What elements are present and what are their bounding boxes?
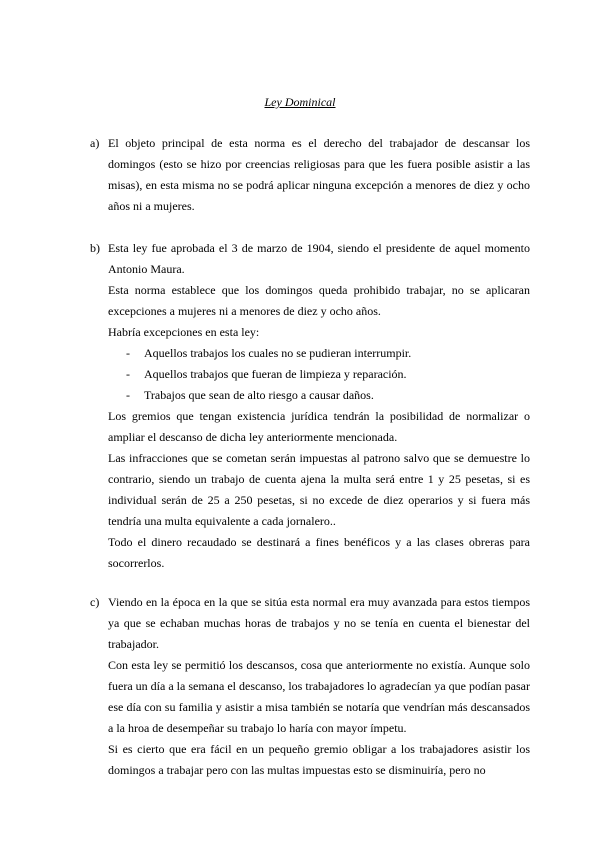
exceptions-list xyxy=(108,343,530,406)
section-b-paragraph-4: Los gremios que tengan existencia jurídica tendrán la posibilidad de normalizar o ampliar el descanso de dicha ley anteriormente mencionada. xyxy=(108,409,530,444)
section-c-paragraph-1: Viendo en la época en la que se sitúa esta normal era muy avanzada para estos tiempos ya que se echaban muchas horas de trabajos y no se tenía en cuenta el bienestar del trabajador. xyxy=(108,595,530,651)
dash-bullet: - xyxy=(126,388,130,402)
list-item xyxy=(108,343,530,364)
section-a xyxy=(90,133,530,217)
section-b-paragraph-2: Esta norma establece que los domingos queda prohibido trabajar, no se aplicaran excepciones a mujeres ni a menores de diez y ocho años. xyxy=(108,283,530,318)
document-title: Ley Dominical xyxy=(264,95,336,109)
section-b-paragraph-3: Habría excepciones en esta ley: xyxy=(108,325,260,339)
section-b-marker: b) xyxy=(90,241,100,255)
list-item xyxy=(108,364,530,385)
section-b-paragraph-5: Las infracciones que se cometan serán impuestas al patrono salvo que se demuestre lo contrario, siendo un trabajo de cuenta ajena la multa será entre 1 y 25 pesetas, si es individual serán de 25 a 250 pesetas, si no excede de diez operarios y si fuera más tendría una multa equivalente a cada jornalero.. xyxy=(108,451,530,528)
section-c xyxy=(90,592,530,781)
section-b xyxy=(90,238,530,574)
section-c-paragraph-3: Si es cierto que era fácil en un pequeño gremio obligar a los trabajadores asistir los domingos a trabajar pero con las multas impuestas esto se disminuiría, pero no xyxy=(108,742,530,777)
list-item-text: Trabajos que sean de alto riesgo a causar daños. xyxy=(144,388,374,402)
section-c-marker: c) xyxy=(90,595,100,609)
dash-bullet: - xyxy=(126,346,130,360)
list-item-text: Aquellos trabajos que fueran de limpieza y reparación. xyxy=(144,367,407,381)
section-b-paragraph-6: Todo el dinero recaudado se destinará a fines benéficos y a las clases obreras para socorrerlos. xyxy=(108,535,530,570)
section-a-marker: a) xyxy=(90,136,100,150)
dash-bullet: - xyxy=(126,367,130,381)
section-b-paragraph-1: Esta ley fue aprobada el 3 de marzo de 1904, siendo el presidente de aquel momento Antonio Maura. xyxy=(108,241,530,276)
section-a-paragraph: El objeto principal de esta norma es el derecho del trabajador de descansar los domingos (esto se hizo por creencias religiosas para que les fuera posible asistir a las misas), en esta misma no se podrá aplicar ninguna excepción a menores de diez y ocho años ni a mujeres. xyxy=(108,136,530,213)
list-item xyxy=(108,385,530,406)
section-c-paragraph-2: Con esta ley se permitió los descansos, cosa que anteriormente no existía. Aunque solo fuera un día a la semana el descanso, los trabajadores lo agradecían ya que podían pasar ese día con su familia y asistir a misa también se notaría que vendrían más descansados a la hroa de desempeñar su trabajo lo haría con mayor ímpetu. xyxy=(108,658,530,735)
list-item-text: Aquellos trabajos los cuales no se pudieran interrumpir. xyxy=(144,346,412,360)
